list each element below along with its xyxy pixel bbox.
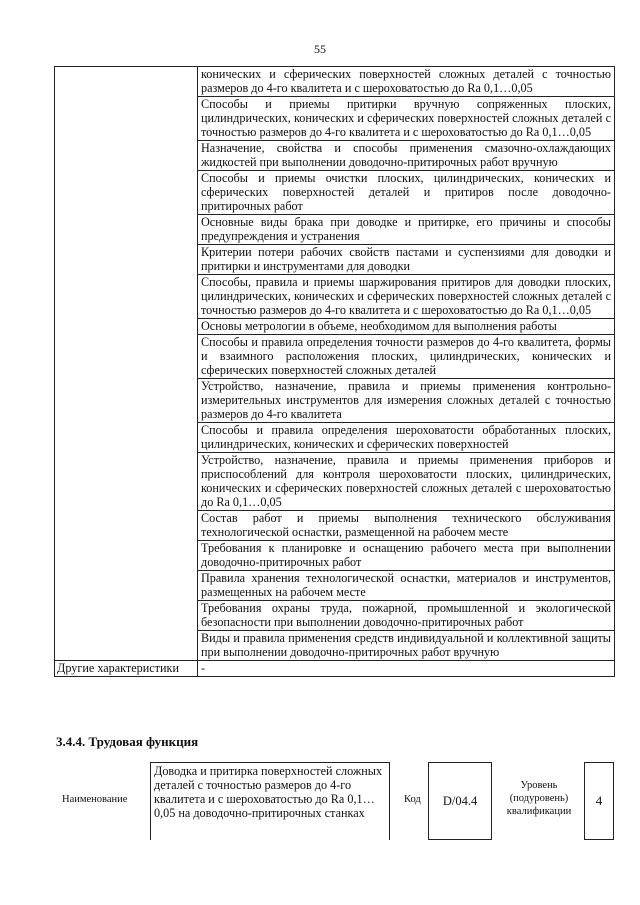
knowledge-item: Правила хранения технологической оснастки, материалов и инструментов, размещенных на рабочем месте — [198, 571, 615, 601]
knowledge-item: Назначение, свойства и способы применения смазочно-охлаждающих жидкостей при выполнении доводочно-притирочных работ вручную — [198, 141, 615, 171]
knowledge-item: Основные виды брака при доводке и притирке, его причины и способы предупреждения и устранения — [198, 215, 615, 245]
knowledge-item: Устройство, назначение, правила и приемы применения приборов и приспособлений для контроля шероховатости плоских, цилиндрических, конических и сферических поверхностей сложных деталей с шероховатостью до Ra 0,1…0,05 — [198, 453, 615, 511]
knowledge-table — [54, 66, 615, 677]
knowledge-item: Способы и правила определения точности размеров до 4-го квалитета, формы и взаимного расположения плоских, цилиндрических, конических и сферических поверхностей сложных деталей — [198, 335, 615, 379]
code-label: Код — [404, 794, 421, 805]
labor-function-code: D/04.4 — [428, 762, 492, 840]
knowledge-item: Способы и правила определения шероховатости обработанных плоских, цилиндрических, конических и сферических поверхностей — [198, 423, 615, 453]
knowledge-item: Состав работ и приемы выполнения технического обслуживания технологической оснастки, размещенной на рабочем месте — [198, 511, 615, 541]
knowledge-item: Виды и правила применения средств индивидуальной и коллективной защиты при выполнении доводочно-притирочных работ вручную — [198, 631, 615, 661]
knowledge-item: Устройство, назначение, правила и приемы применения контрольно-измерительных инструментов для измерения сложных деталей с точностью размеров до 4-го квалитета — [198, 379, 615, 423]
requirements-label-cell — [55, 67, 198, 661]
knowledge-item: Способы и приемы притирки вручную сопряженных плоских, цилиндрических, конических и сферических поверхностей сложных деталей с точностью размеров до 4-го квалитета и с шероховатостью до Ra 0,1…0,05 — [198, 97, 615, 141]
knowledge-item: Способы и приемы очистки плоских, цилиндрических, конических и сферических поверхностей деталей и притиров после доводочно-притирочных работ — [198, 171, 615, 215]
other-characteristics-label: Другие характеристики — [55, 661, 198, 677]
knowledge-item: Способы, правила и приемы шаржирования притиров для доводки плоских, цилиндрических, конических и сферических поверхностей сложных деталей с точностью размеров до 4-го квалитета и с шероховатостью до Ra 0,1…0,05 — [198, 275, 615, 319]
section-heading: 3.4.4. Трудовая функция — [56, 734, 199, 749]
knowledge-item: Требования охраны труда, пожарной, промышленной и экологической безопасности при выполнении доводочно-притирочных работ — [198, 601, 615, 631]
table-row — [55, 67, 615, 97]
table-row — [55, 661, 615, 677]
page-number: 55 — [314, 42, 326, 56]
knowledge-item: Критерии потери рабочих свойств пастами и суспензиями для доводки и притирки и инструментами для доводки — [198, 245, 615, 275]
other-characteristics-value: - — [198, 661, 615, 677]
labor-function-name: Доводка и притирка поверхностей сложных деталей с точностью размеров до 4-го квалитета и с шероховатостью до Ra 0,1…0,05 на доводочно-притирочных станках — [150, 762, 390, 840]
knowledge-item: Основы метрологии в объеме, необходимом для выполнения работы — [198, 319, 615, 335]
knowledge-item: конических и сферических поверхностей сложных деталей с точностью размеров до 4-го квалитета и с шероховатостью до Ra 0,1…0,05 — [198, 67, 615, 97]
qualification-level-value: 4 — [584, 762, 614, 840]
name-label: Наименование — [62, 794, 128, 805]
knowledge-item: Требования к планировке и оснащению рабочего места при выполнении доводочно-притирочных работ — [198, 541, 615, 571]
qualification-level-label: Уровень (подуровень) квалификации — [506, 780, 572, 817]
